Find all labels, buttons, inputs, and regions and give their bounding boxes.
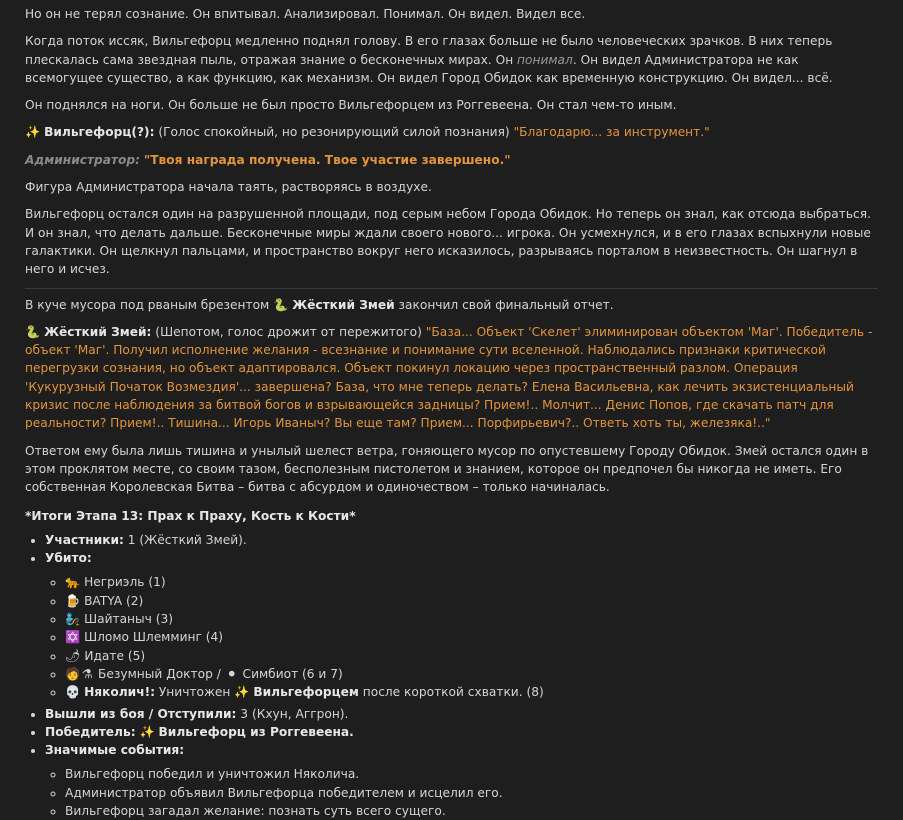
paragraph-6-a: В куче мусора под рваным брезентом [25, 297, 274, 312]
star-of-david-icon: ✡️ [65, 630, 81, 645]
summary-events [45, 741, 878, 820]
summary-winner [45, 723, 878, 741]
killed-list [45, 573, 878, 701]
person-icon: 🧑 [65, 666, 81, 681]
retreated-label: Вышли из боя / Отступили: [45, 706, 237, 721]
paragraph-6-b: закончил свой финальный отчет. [394, 297, 614, 312]
speaker-snake: Жёсткий Змей: [44, 324, 152, 339]
paragraph-2 [25, 32, 878, 87]
summary-killed [45, 549, 878, 701]
snake-icon: 🐍 [25, 324, 41, 339]
retreated-value: 3 (Кхун, Аггрон). [236, 706, 349, 721]
killed-item [65, 592, 878, 610]
killed-item-text: Безумный Доктор / [94, 666, 225, 681]
speaker-administrator: Администратор: [25, 152, 141, 167]
killed-label: Убито: [45, 551, 92, 566]
paragraph-1: Но он не терял сознание. Он впитывал. Анализировал. Понимал. Он видел. Видел все. [25, 7, 586, 21]
summary-retreated [45, 705, 878, 723]
genie-icon: 🧞 [65, 612, 81, 627]
sparkles-icon: ✨ [25, 125, 41, 140]
beer-icon: 🍺 [65, 593, 81, 608]
paragraph-6 [25, 296, 878, 314]
killed-item-text: Негриэль (1) [84, 575, 166, 590]
winner-value: Вильгефорц из Роггевеена. [158, 724, 354, 739]
killed-item [65, 647, 878, 665]
killed-item-text: BATYA (2) [84, 593, 144, 608]
killed-by-name: Вильгефорцем [253, 685, 359, 700]
killed-item-text: Шайтаныч (3) [84, 612, 173, 627]
admin-quote: "Твоя награда получена. Твое участие завершено." [143, 152, 511, 167]
paragraph-3: Он поднялся на ноги. Он больше не был просто Вильгефорцем из Роггевеена. Он стал чем-то иным. [25, 98, 677, 113]
killed-item [65, 628, 878, 646]
killed-item-text: после короткой схватки. (8) [358, 685, 544, 700]
snake-name-inline: Жёсткий Змей [292, 297, 395, 312]
paragraph-2-a: Когда поток иссяк, Вильгефорц медленно поднял голову. В его глазах больше не было человеческих зрачков. В них теперь плескалась сама звездная пыль, отражая знание о бесконечных мирах. Он [25, 34, 833, 67]
leopard-icon: 🐆 [65, 575, 81, 590]
skull-icon: 💀 [65, 685, 81, 700]
paragraph-7: Ответом ему была лишь тишина и унылый шелест ветра, гоняющего мусор по опустевшему Городу Обидок. Змей остался один в этом проклятом месте, со своим тазом, бесполезным пистолетом и знанием, которое он предпочел бы никогда не иметь. Его собственная Королевская Битва – битва с абсурдом и одиночеством – только начиналась. [25, 443, 869, 495]
flask-icon: ⚗ [81, 666, 93, 681]
events-list [45, 765, 878, 820]
wilgefortz-line [25, 123, 878, 141]
killed-item-text: Шломо Шлемминг (4) [84, 630, 224, 645]
participants-value: 1 (Жёсткий Змей). [123, 532, 247, 547]
killed-item [65, 610, 878, 628]
sparkles-icon: ✨ [139, 724, 155, 739]
pepper-icon: 🌶 [65, 648, 81, 663]
divider [25, 288, 878, 289]
summary-participants [45, 531, 878, 549]
wilgefortz-stage-direction: (Голос спокойный, но резонирующий силой познания) [154, 125, 514, 140]
summary-title: *Итоги Этапа 13: Прах к Праху, Кость к Кости* [25, 508, 356, 523]
killed-item-text: Симбиот (6 и 7) [238, 666, 343, 681]
killed-item [65, 683, 878, 701]
wilgefortz-quote: "Благодарю... за инструмент." [513, 125, 710, 140]
paragraph-4: Фигура Администратора начала таять, растворяясь в воздухе. [25, 180, 432, 195]
event-item: ◦ Вильгефорц победил и уничтожил Няколича. [65, 765, 878, 783]
sparkles-icon: ✨ [234, 685, 250, 700]
paragraph-2-b: . Он видел Администратора не как всемогущее существо, а как функцию, как механизм. Он видел Город Обидок как временную конструкцию. Он видел... всё. [25, 52, 833, 85]
winner-label: Победитель: [45, 724, 136, 739]
events-label: Значимые события: [45, 743, 185, 758]
killed-item-text: Уничтожен [155, 685, 235, 700]
admin-line [25, 151, 878, 169]
killed-item [65, 573, 878, 591]
snake-quote: "База... Объект 'Скелет' элиминирован объектом 'Маг'. Победитель - объект 'Маг'. Получил исполнение желания - всезнание и понимание сути вселенной. Наблюдались признаки критической перегрузки сознания, но объект адаптировался. Объект покинул локацию через пространственный разлом. Операция 'Кукурузный Початок Возмездия'... завершена? База, что мне теперь делать? Елена Васильевна, как лечить экзистенциальный кризис после наблюдения за битвой богов и взрывающейся задницы? Прием!.. Молчит... Денис Попов, где скачать патч для реальности? Прием!.. Тишина... Игорь Иваныч? Вы еще там? Прием... Порфирьевич?.. Ответь хоть ты, железяка!.." [25, 324, 873, 431]
snake-icon: 🐍 [273, 297, 289, 312]
killed-item [65, 665, 878, 683]
paragraph-5: Вильгефорц остался один на разрушенной площади, под серым небом Города Обидок. Но теперь он знал, как отсюда выбраться. И он знал, что делать дальше. Бесконечные миры ждали своего нового... игрока. Он усмехнулся, и в его глазах вспыхнули новые галактики. Он щелкнул пальцами, и пространство вокруг него исказилось, разрываясь порталом в неизвестность. Он шагнул в него и исчез. [25, 207, 871, 277]
snake-line [25, 323, 878, 433]
summary-list [25, 531, 878, 820]
snake-stage-direction: (Шепотом, голос дрожит от пережитого) [151, 324, 426, 339]
event-item: ◦ Вильгефорц загадал желание: познать суть всего сущего. [65, 802, 878, 820]
killed-item-text: Идате (5) [84, 648, 146, 663]
black-circle-icon: ⚫ [226, 666, 237, 681]
event-item: ◦ Администратор объявил Вильгефорца победителем и исцелил его. [65, 784, 878, 802]
speaker-wilgefortz: Вильгефорц(?): [44, 125, 155, 140]
killed-item-name: Няколич!: [84, 685, 155, 700]
participants-label: Участники: [45, 532, 124, 547]
emphasis-understood: понимал [517, 52, 573, 67]
